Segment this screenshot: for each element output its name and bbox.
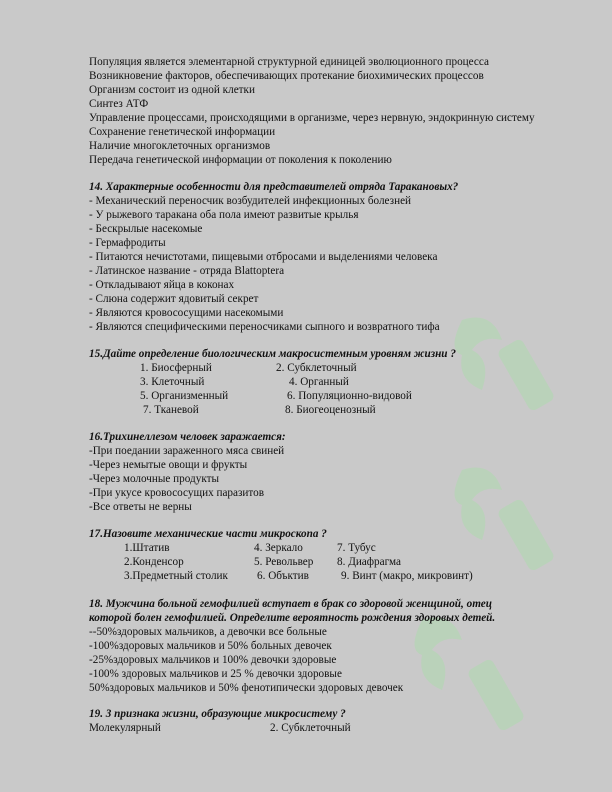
q17-item: 5. Револьвер xyxy=(254,556,314,568)
q19-item: Молекулярный xyxy=(89,722,161,734)
q18-option: -25%здоровых мальчиков и 100% девочки здоровые xyxy=(89,654,337,666)
q14-option: - Механический переносчик возбудителей инфекционных болезней xyxy=(89,195,412,207)
q18-option: 50%здоровых мальчиков и 50% фенотипически здоровых девочек xyxy=(89,682,404,694)
q16-option: -Через немытые овощи и фрукты xyxy=(89,459,248,471)
q17-item: 4. Зеркало xyxy=(254,542,303,554)
q14-option: - У рыжевого таракана оба пола имеют развитые крылья xyxy=(89,209,359,221)
q17-item: 9. Винт (макро, микровинт) xyxy=(341,570,473,582)
watermark-logo xyxy=(402,300,602,780)
question-18-title-line1: 18. Мужчина больной гемофилией вступает в брак со здоровой женщиной, отец xyxy=(89,598,492,610)
intro-line: Возникновение факторов, обеспечивающих протекание биохимических процессов xyxy=(89,70,484,82)
intro-line: Управление процессами, происходящими в организме, через нервную, эндокринную систему xyxy=(89,112,535,124)
q18-option: -100% здоровых мальчиков и 25 % девочки здоровые xyxy=(89,668,342,680)
question-18-title-line2: которой болен гемофилией. Определите вероятность рождения здоровых детей. xyxy=(89,612,496,624)
q15-item: 8. Биогеоценозный xyxy=(285,404,376,416)
q15-item: 2. Субклеточный xyxy=(276,362,357,374)
q16-option: -При укусе кровососущих паразитов xyxy=(89,487,264,499)
q15-item: 6. Популяционно-видовой xyxy=(287,390,412,402)
q15-item: 1. Биосферный xyxy=(140,362,212,374)
q17-item: 7. Тубус xyxy=(337,542,376,554)
q14-option: - Являются кровососущими насекомыми xyxy=(89,307,284,319)
q14-option: - Гермафродиты xyxy=(89,237,166,249)
q17-item: 8. Диафрагма xyxy=(337,556,401,568)
intro-line: Сохранение генетической информации xyxy=(89,126,276,138)
intro-line: Наличие многоклеточных организмов xyxy=(89,140,271,152)
q14-option: - Слюна содержит ядовитый секрет xyxy=(89,293,259,305)
q14-option: - Бескрылые насекомые xyxy=(89,223,203,235)
intro-line: Организм состоит из одной клетки xyxy=(89,84,255,96)
q14-option: - Латинское название - отряда Blattoptera xyxy=(89,265,285,277)
question-19-title: 19. 3 признака жизни, образующие микросистему ? xyxy=(89,708,346,720)
q16-option: -При поедании зараженного мяса свиней xyxy=(89,445,285,457)
q18-option: -100%здоровых мальчиков и 50% больных девочек xyxy=(89,640,332,652)
q17-item: 2.Конденсор xyxy=(124,556,184,568)
q17-item: 6. Объктив xyxy=(257,570,309,582)
question-17-title: 17.Назовите механические части микроскопа ? xyxy=(89,528,327,540)
q18-option: --50%здоровых мальчиков, а девочки все больные xyxy=(89,626,327,638)
q16-option: -Все ответы не верны xyxy=(89,501,192,513)
q14-option: - Являются специфическими переносчиками сыпного и возвратного тифа xyxy=(89,321,440,333)
q15-item: 7. Тканевой xyxy=(143,404,199,416)
q15-item: 5. Организменный xyxy=(140,390,229,402)
intro-line: Популяция является элементарной структурной единицей эволюционного процесса xyxy=(89,56,489,68)
q17-item: 1.Штатив xyxy=(124,542,170,554)
question-14-title: 14. Характерные особенности для представителей отряда Таракановых? xyxy=(89,181,459,193)
q19-item: 2. Субклеточный xyxy=(270,722,351,734)
q14-option: - Откладывают яйца в коконах xyxy=(89,279,235,291)
intro-line: Передача генетической информации от поколения к поколению xyxy=(89,154,392,166)
q15-item: 4. Органный xyxy=(289,376,349,388)
question-15-title: 15.Дайте определение биологическим макросистемным уровням жизни ? xyxy=(89,348,456,360)
q16-option: -Через молочные продукты xyxy=(89,473,220,485)
intro-line: Синтез АТФ xyxy=(89,98,149,110)
q17-item: 3.Предметный столик xyxy=(124,570,228,582)
question-16-title: 16.Трихинеллезом человек заражается: xyxy=(89,431,286,443)
q15-item: 3. Клеточный xyxy=(140,376,205,388)
q14-option: - Питаются нечистотами, пищевыми отбросами и выделениями человека xyxy=(89,251,438,263)
